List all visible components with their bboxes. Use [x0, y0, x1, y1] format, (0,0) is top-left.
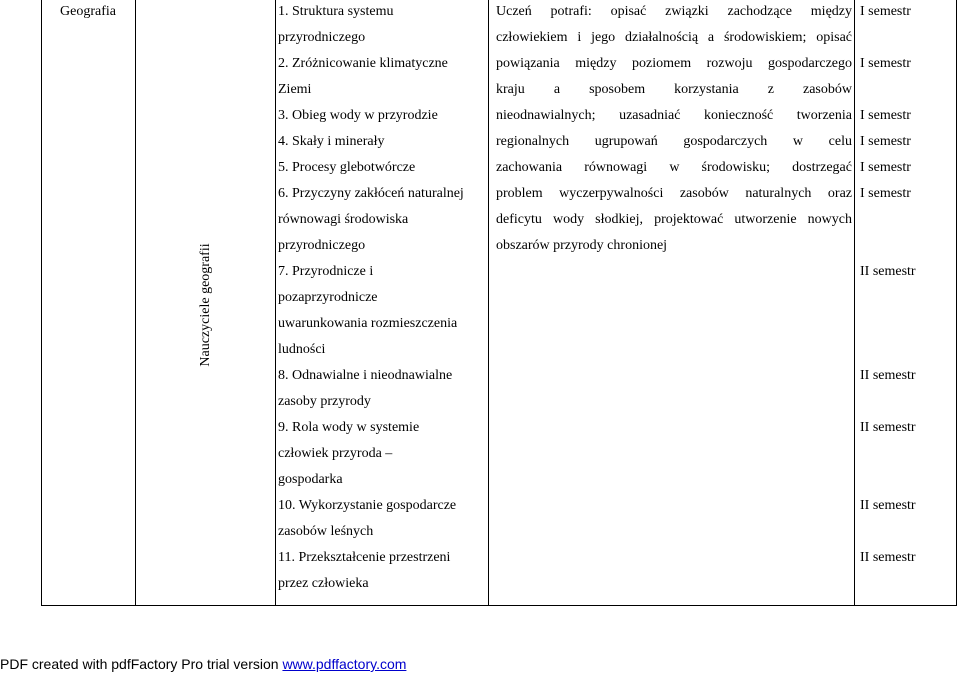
- pdf-footer: [0, 654, 406, 674]
- topic-line: 11. Przekształcenie przestrzeni: [278, 550, 451, 565]
- curriculum-table: [41, 0, 957, 606]
- topic-line: gospodarka: [278, 472, 343, 487]
- semester-label: I semestr: [860, 108, 911, 123]
- topic-line: przez człowieka: [278, 576, 369, 591]
- column-divider: [275, 0, 276, 605]
- description-line: powiązania między poziomem rozwoju gospodarczego: [496, 56, 852, 71]
- footer-text: PDF created with pdfFactory Pro trial version: [0, 656, 283, 672]
- semester-label: II semestr: [860, 498, 916, 513]
- description-line: regionalnych ugrupowań gospodarczych w celu: [496, 134, 852, 149]
- topic-line: Ziemi: [278, 82, 312, 97]
- description-line: kraju a sposobem korzystania z zasobów: [496, 82, 852, 97]
- teachers-cell: Nauczyciele geografii: [198, 243, 213, 367]
- semester-label: II semestr: [860, 368, 916, 383]
- topic-line: przyrodniczego: [278, 238, 366, 253]
- topic-line: zasobów leśnych: [278, 524, 374, 539]
- topics-column: [278, 0, 483, 597]
- column-divider: [135, 0, 136, 605]
- topic-line: przyrodniczego: [278, 30, 366, 45]
- description-line: Uczeń potrafi: opisać związki zachodzące między: [496, 4, 852, 19]
- subject-cell: Geografia: [60, 4, 116, 19]
- topic-line: człowiek przyroda –: [278, 446, 393, 461]
- topic-line: równowagi środowiska: [278, 212, 409, 227]
- topic-line: zasoby przyrody: [278, 394, 371, 409]
- topic-line: 3. Obieg wody w przyrodzie: [278, 108, 438, 123]
- topic-line: 8. Odnawialne i nieodnawialne: [278, 368, 453, 383]
- description-line: deficytu wody słodkiej, projektować utworzenie nowych: [496, 212, 852, 227]
- topic-line: 1. Struktura systemu: [278, 4, 394, 19]
- topic-line: 9. Rola wody w systemie: [278, 420, 420, 435]
- topic-line: 4. Skały i minerały: [278, 134, 385, 149]
- semester-label: II semestr: [860, 264, 916, 279]
- topic-line: 10. Wykorzystanie gospodarcze: [278, 498, 457, 513]
- topic-line: ludności: [278, 342, 326, 357]
- description-line: człowiekiem i jego działalnością a środowiskiem; opisać: [496, 30, 852, 45]
- description-line: obszarów przyrody chronionej: [496, 238, 668, 253]
- topic-line: 6. Przyczyny zakłóceń naturalnej: [278, 186, 464, 201]
- column-divider: [854, 0, 855, 605]
- description-column: [496, 0, 852, 259]
- semester-label: I semestr: [860, 186, 911, 201]
- description-line: zachowania równowagi w środowisku; dostrzegać: [496, 160, 852, 175]
- column-divider: [488, 0, 489, 605]
- topic-line: pozaprzyrodnicze: [278, 290, 378, 305]
- topic-line: 2. Zróżnicowanie klimatyczne: [278, 56, 448, 71]
- topic-line: 7. Przyrodnicze i: [278, 264, 374, 279]
- description-line: problem wyczerpywalności zasobów naturalnych oraz: [496, 186, 852, 201]
- topic-line: uwarunkowania rozmieszczenia: [278, 316, 458, 331]
- pdffactory-link[interactable]: www.pdffactory.com: [282, 656, 407, 672]
- semester-label: I semestr: [860, 56, 911, 71]
- semester-label: I semestr: [860, 4, 911, 19]
- semester-label: II semestr: [860, 550, 916, 565]
- description-line: nieodnawialnych; uzasadniać konieczność tworzenia: [496, 108, 852, 123]
- semester-label: I semestr: [860, 134, 911, 149]
- semester-label: II semestr: [860, 420, 916, 435]
- topic-line: 5. Procesy glebotwórcze: [278, 160, 416, 175]
- semester-label: I semestr: [860, 160, 911, 175]
